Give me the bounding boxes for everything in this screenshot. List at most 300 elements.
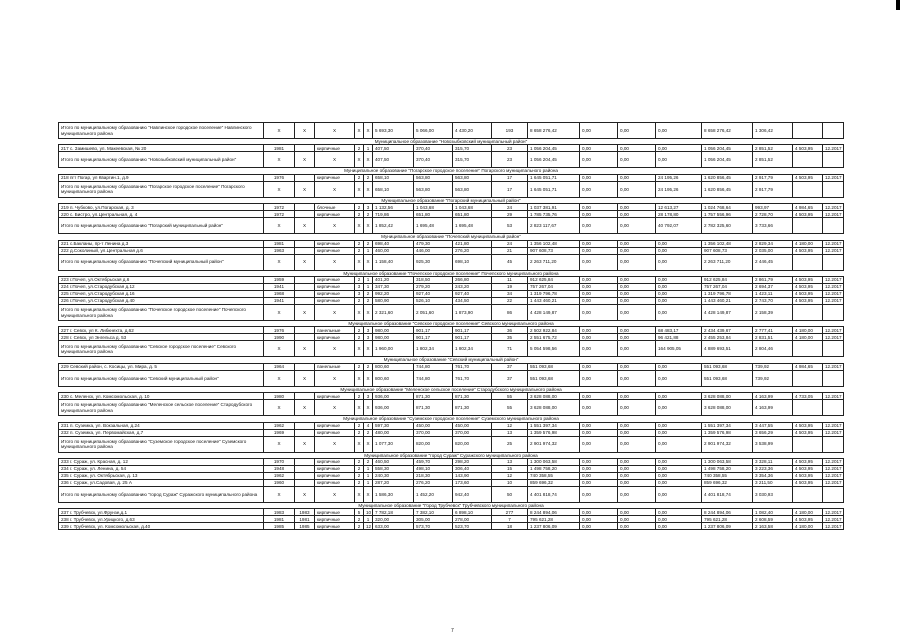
subtotal-label: Итого по муниципальному образованию "Новозыбковский муниципальный район" xyxy=(59,152,264,168)
table-cell: 12.2017 xyxy=(823,429,844,436)
table-cell: 1981 xyxy=(295,516,315,523)
table-cell: 28 178,80 xyxy=(656,211,702,218)
table-cell: X xyxy=(364,123,373,139)
table-cell: 0,00 xyxy=(656,298,702,305)
table-cell: 0,00 xyxy=(656,459,702,466)
table-cell: 4 503,95 xyxy=(793,284,823,291)
table-cell: 4 503,95 xyxy=(793,473,823,480)
table-cell: 744,80 xyxy=(414,370,453,386)
table-cell: 0,00 xyxy=(618,218,656,234)
section-title: Муниципальное образование "Севский муниципальный район" xyxy=(59,357,844,363)
table-cell: 305,00 xyxy=(414,516,453,523)
table-cell: 0,00 xyxy=(618,247,656,254)
table-cell: 2 xyxy=(355,277,364,284)
table-cell: 0,00 xyxy=(656,123,702,139)
table-cell: 1 359 576,98 xyxy=(528,429,580,436)
table-cell: 0,00 xyxy=(656,487,702,503)
table-cell: 3 656,29 xyxy=(753,429,793,436)
table-cell: 0,00 xyxy=(656,422,702,429)
table-cell: 1 852,42 xyxy=(373,218,414,234)
table-cell: 12.2017 xyxy=(823,277,844,284)
table-cell: 434,50 xyxy=(453,298,492,305)
table-cell: 0,00 xyxy=(580,523,618,530)
table-cell xyxy=(793,305,823,321)
table-cell: 3 628 088,00 xyxy=(528,400,580,416)
table-cell: 164 905,05 xyxy=(656,341,702,357)
table-cell: 0,00 xyxy=(618,174,656,181)
table-cell: 2 917,79 xyxy=(753,174,793,181)
table-cell: 0,00 xyxy=(580,174,618,181)
table-cell: 4 503,95 xyxy=(793,247,823,254)
table-cell xyxy=(295,429,315,436)
table-cell: X xyxy=(315,341,355,357)
table-cell xyxy=(295,291,315,298)
table-cell: 1972 xyxy=(264,204,295,211)
table-cell: 1972 xyxy=(264,211,295,218)
table-cell: 1970 xyxy=(264,459,295,466)
table-cell: 0,00 xyxy=(618,480,656,487)
table-cell: X xyxy=(295,254,315,270)
table-cell: 744,80 xyxy=(414,363,453,370)
table-cell: 0,00 xyxy=(618,298,656,305)
subtotal-label: Итого по муниципальному образованию "город Сураж" Суражского муниципального района xyxy=(59,487,264,503)
table-cell: X xyxy=(355,123,364,139)
table-cell: 1 551 397,34 xyxy=(528,422,580,429)
table-cell: 11 xyxy=(492,277,528,284)
table-cell: 927,40 xyxy=(453,291,492,298)
table-cell: 1 498 758,20 xyxy=(702,466,753,473)
table-cell: 4 180,00 xyxy=(793,327,823,334)
table-cell: 1 443 460,21 xyxy=(702,298,753,305)
table-cell: 1985 xyxy=(295,523,315,530)
table-cell: 276,20 xyxy=(414,480,453,487)
table-cell: 1981 xyxy=(264,145,295,152)
table-cell: 12.2017 xyxy=(823,204,844,211)
table-cell: 1 498 758,20 xyxy=(528,466,580,473)
table-cell: 0,00 xyxy=(656,473,702,480)
table-cell: 1 620 856,45 xyxy=(702,174,753,181)
table-cell: 1981 xyxy=(264,516,295,523)
table-cell: 907 608,73 xyxy=(702,247,753,254)
table-row xyxy=(59,334,844,341)
table-cell: 4 503,95 xyxy=(793,459,823,466)
table-cell: X xyxy=(315,305,355,321)
table-cell: 0,00 xyxy=(580,466,618,473)
address-cell: 235 г. Сураж, ул. Октябрьская, д. 13 xyxy=(59,473,264,480)
table-cell: 450,00 xyxy=(453,422,492,429)
table-row xyxy=(59,480,844,487)
table-cell: 1 xyxy=(364,277,373,284)
table-cell: 0,00 xyxy=(580,298,618,305)
table-cell: 912 625,84 xyxy=(702,277,753,284)
table-row xyxy=(59,523,844,530)
subtotal-row xyxy=(59,254,844,270)
table-cell: 37 xyxy=(492,370,528,386)
table-cell: 901,17 xyxy=(453,327,492,334)
subtotal-label: Итого по муниципальному образованию "Почепский муниципальный район" xyxy=(59,254,264,270)
subtotal-label: Итого по муниципальному образованию "Погарское городское поселение" Погарского муниципального района xyxy=(59,181,264,197)
table-cell: 4 503,95 xyxy=(793,277,823,284)
table-cell: X xyxy=(315,152,355,168)
table-row xyxy=(59,466,844,473)
table-row xyxy=(59,277,844,284)
table-cell: 912 625,84 xyxy=(528,277,580,284)
address-cell: 220 с. Бистро, ул.Центральная, д. 4 xyxy=(59,211,264,218)
table-cell: 1 158,40 xyxy=(373,254,414,270)
table-cell: 563,80 xyxy=(453,174,492,181)
table-cell: 0,00 xyxy=(618,422,656,429)
table-cell: 0,00 xyxy=(656,480,702,487)
table-cell: 4 503,95 xyxy=(793,516,823,523)
table-row xyxy=(59,145,844,152)
page-number: 7 xyxy=(451,628,454,634)
table-cell: 298,20 xyxy=(453,459,492,466)
table-cell: кирпичные xyxy=(315,393,355,400)
table-cell: кирпичные xyxy=(315,247,355,254)
table-cell: 12.2017 xyxy=(823,516,844,523)
table-cell: 55 xyxy=(492,400,528,416)
table-cell: X xyxy=(355,436,364,452)
table-cell: 3 223,36 xyxy=(753,466,793,473)
table-cell: 0,00 xyxy=(656,152,702,168)
table-cell: 1 873,90 xyxy=(453,305,492,321)
table-cell: 4 733,05 xyxy=(793,393,823,400)
table-cell: 23 xyxy=(492,152,528,168)
table-cell: 0,00 xyxy=(618,254,656,270)
table-cell: X xyxy=(295,400,315,416)
table-cell: 563,80 xyxy=(414,174,453,181)
table-cell: 12.2017 xyxy=(823,145,844,152)
table-cell: 2 xyxy=(355,459,364,466)
table-cell: 315,70 xyxy=(453,145,492,152)
table-cell: 1983 xyxy=(295,509,315,516)
table-cell: 2 035,00 xyxy=(753,247,793,254)
table-cell: 2 xyxy=(355,240,364,247)
table-cell: X xyxy=(264,254,295,270)
table-cell: X xyxy=(355,400,364,416)
address-cell: 217 с. Замишево, ул. Макеевская, № 20 xyxy=(59,145,264,152)
table-cell xyxy=(793,436,823,452)
table-cell: X xyxy=(364,370,373,386)
table-cell: кирпичные xyxy=(315,466,355,473)
subtotal-row xyxy=(59,152,844,168)
table-cell: 3 733,66 xyxy=(753,218,793,234)
table-cell: 1 443 460,21 xyxy=(528,298,580,305)
table-cell: 4 180,00 xyxy=(793,523,823,530)
table-cell: 5 xyxy=(355,509,364,516)
table-cell: 3 xyxy=(364,334,373,341)
table-cell: 1964 xyxy=(264,363,295,370)
table-cell: 50 xyxy=(492,487,528,503)
table-cell: 4 430,20 xyxy=(453,123,492,139)
table-cell: 4 503,95 xyxy=(793,291,823,298)
table-cell: 2 321,60 xyxy=(373,305,414,321)
table-cell: 1 802,34 xyxy=(414,341,453,357)
table-cell: 1963 xyxy=(264,247,295,254)
table-cell: 0,00 xyxy=(656,436,702,452)
table-cell: 3 030,93 xyxy=(753,487,793,503)
table-cell: 401,20 xyxy=(373,277,414,284)
table-cell: 1969 xyxy=(264,429,295,436)
table-cell: 1 132,56 xyxy=(373,204,414,211)
table-cell: 925,30 xyxy=(414,254,453,270)
table-cell: 980,00 xyxy=(373,327,414,334)
table-cell: 498,10 xyxy=(414,466,453,473)
table-cell: 13 xyxy=(492,459,528,466)
table-cell: 21 xyxy=(492,247,528,254)
table-cell: 0,00 xyxy=(580,254,618,270)
table-row xyxy=(59,327,844,334)
table-cell: 992,20 xyxy=(373,291,414,298)
address-cell: 237 г. Трубчевск, ул.Фрунзе,д.1 xyxy=(59,509,264,516)
table-cell: X xyxy=(315,254,355,270)
table-cell: 450,00 xyxy=(414,422,453,429)
table-cell: 597,30 xyxy=(373,422,414,429)
table-cell: 23 xyxy=(492,145,528,152)
table-cell xyxy=(823,436,844,452)
subtotal-row xyxy=(59,218,844,234)
table-cell xyxy=(295,284,315,291)
table-cell: 0,00 xyxy=(618,291,656,298)
table-cell: 0,00 xyxy=(580,363,618,370)
table-cell: 0,00 xyxy=(580,473,618,480)
table-cell: 1 960,00 xyxy=(373,341,414,357)
table-cell: 12.2017 xyxy=(823,247,844,254)
table-cell: 0,00 xyxy=(656,284,702,291)
table-cell: 4 503,95 xyxy=(793,429,823,436)
table-cell: 0,00 xyxy=(656,247,702,254)
table-cell: 193 xyxy=(492,123,528,139)
table-cell: 2 851,52 xyxy=(753,145,793,152)
table-cell: 1948 xyxy=(264,466,295,473)
table-cell xyxy=(295,393,315,400)
table-cell: кирпичные xyxy=(315,298,355,305)
table-cell: 12.2017 xyxy=(823,480,844,487)
table-cell: 24 xyxy=(492,240,528,247)
address-cell: 238 г. Трубчевск, ул.Урицкого, д.63 xyxy=(59,516,264,523)
section-title: Муниципальное образование "Новозыбковский муниципальный район" xyxy=(59,139,844,145)
table-cell: 2 551 675,72 xyxy=(528,334,580,341)
table-cell: 859 696,32 xyxy=(528,480,580,487)
table-cell: 0,00 xyxy=(580,480,618,487)
table-cell: 0,00 xyxy=(618,393,656,400)
table-cell: 4 503,95 xyxy=(793,298,823,305)
address-cell: 223 г.Почеп, ул.Октябрьская д.6 xyxy=(59,277,264,284)
table-cell: 1 056 204,45 xyxy=(528,145,580,152)
table-cell: 0,00 xyxy=(580,123,618,139)
table-cell: 1962 xyxy=(264,422,295,429)
table-cell: X xyxy=(364,400,373,416)
table-cell: X xyxy=(355,181,364,197)
table-cell: 2 917,79 xyxy=(753,181,793,197)
table-cell: X xyxy=(364,181,373,197)
table-cell: 5 066,00 xyxy=(414,123,453,139)
table-cell: 278,00 xyxy=(453,516,492,523)
table-cell: 34 xyxy=(492,291,528,298)
table-cell: 10 xyxy=(364,509,373,516)
table-cell: 8 244 894,06 xyxy=(528,509,580,516)
table-cell: 277 xyxy=(492,509,528,516)
table-cell: 2 xyxy=(355,327,364,334)
section-title: Муниципальное образование "Город Трубчевск" Трубчевского муниципального района xyxy=(59,503,844,509)
table-cell: 0,00 xyxy=(618,509,656,516)
table-cell: 12.2017 xyxy=(823,422,844,429)
table-cell: 761,70 xyxy=(453,370,492,386)
table-cell: 3 628 088,00 xyxy=(702,393,753,400)
address-cell: 224 г.Почеп, ул.Стародубская д.12 xyxy=(59,284,264,291)
table-cell: 318,50 xyxy=(414,277,453,284)
address-cell: 236 г. Сураж, ул.Садовая, д. 25 А xyxy=(59,480,264,487)
table-cell: 12.2017 xyxy=(823,327,844,334)
table-cell: 24 xyxy=(492,204,528,211)
table-cell: 820,00 xyxy=(414,436,453,452)
table-cell: 4 401 818,74 xyxy=(702,487,753,503)
table-cell: 2 xyxy=(355,211,364,218)
table-cell: 2 xyxy=(355,145,364,152)
table-cell: 1 xyxy=(364,466,373,473)
table-cell: 320,00 xyxy=(373,516,414,523)
table-cell: 1 037 381,91 xyxy=(528,204,580,211)
table-cell: 4 503,95 xyxy=(793,422,823,429)
table-cell: X xyxy=(364,152,373,168)
table-cell: 739,92 xyxy=(753,370,793,386)
table-cell: 1 356 102,48 xyxy=(528,240,580,247)
table-cell: кирпичные xyxy=(315,240,355,247)
table-cell: 0,00 xyxy=(580,145,618,152)
section-title: Муниципальное образование "Почепское городское поселение" Почепского муниципального района xyxy=(59,270,844,276)
table-cell: 287,20 xyxy=(373,480,414,487)
table-cell: 1 xyxy=(364,284,373,291)
table-cell: X xyxy=(295,152,315,168)
table-cell: 551 093,68 xyxy=(702,370,753,386)
table-cell: 12.2017 xyxy=(823,466,844,473)
table-cell xyxy=(823,487,844,503)
table-cell: 1 300 063,58 xyxy=(702,459,753,466)
table-cell: 3 xyxy=(355,284,364,291)
table-cell: 2 xyxy=(355,429,364,436)
table-row xyxy=(59,516,844,523)
table-cell: 7 382,10 xyxy=(414,509,453,516)
table-cell xyxy=(793,254,823,270)
table-cell: 0,00 xyxy=(618,145,656,152)
table-cell xyxy=(295,298,315,305)
table-cell xyxy=(295,327,315,334)
table-cell: 24 195,26 xyxy=(656,181,702,197)
table-cell: 1976 xyxy=(264,327,295,334)
address-cell: 225 г.Почеп, ул.Стародубская д.16 xyxy=(59,291,264,298)
table-cell: 0,00 xyxy=(618,466,656,473)
table-cell: 0,00 xyxy=(656,393,702,400)
table-cell: X xyxy=(315,436,355,452)
table-cell: X xyxy=(295,123,315,139)
table-cell: 698,10 xyxy=(453,254,492,270)
table-cell: 1980 xyxy=(264,393,295,400)
table-cell: 800,60 xyxy=(373,363,414,370)
table-cell: 1 645 051,71 xyxy=(528,181,580,197)
table-cell: 2 xyxy=(355,334,364,341)
table-cell: 0,00 xyxy=(656,429,702,436)
table-cell: 4 984,65 xyxy=(793,204,823,211)
table-cell: 719,86 xyxy=(373,211,414,218)
table-cell: 2 xyxy=(364,459,373,466)
table-cell: 1983 xyxy=(264,509,295,516)
table-cell: 2 xyxy=(355,516,364,523)
table-cell: 22 xyxy=(492,298,528,305)
table-row xyxy=(59,291,844,298)
table-cell: 446,00 xyxy=(414,247,453,254)
table-cell: 2 263 711,20 xyxy=(702,254,753,270)
address-cell: 219 п. Чубково, ул.Погарская, д. 3 xyxy=(59,204,264,211)
table-cell: 12.2017 xyxy=(823,393,844,400)
table-cell xyxy=(793,370,823,386)
table-cell: 2 xyxy=(355,363,364,370)
table-cell: 2 851,52 xyxy=(753,152,793,168)
table-cell: 1 551 397,34 xyxy=(702,422,753,429)
table-row xyxy=(59,284,844,291)
table-cell: 901,17 xyxy=(414,327,453,334)
table-cell: 1941 xyxy=(264,298,295,305)
table-cell: 12.2017 xyxy=(823,473,844,480)
address-cell: 230 с. Меленск, ул. Комсомольская, д. 10 xyxy=(59,393,264,400)
table-cell: 421,80 xyxy=(453,240,492,247)
table-cell: кирпичные xyxy=(315,459,355,466)
table-cell: 0,00 xyxy=(656,516,702,523)
table-cell xyxy=(823,218,844,234)
table-cell: 1 359 576,98 xyxy=(702,429,753,436)
table-cell: 1 024 768,64 xyxy=(702,204,753,211)
table-cell: 2 xyxy=(364,429,373,436)
table-cell: 24 195,26 xyxy=(656,174,702,181)
section-title: Муниципальное образование "город Сураж" Суражского муниципального района xyxy=(59,452,844,458)
table-cell: 143,90 xyxy=(453,473,492,480)
table-cell: X xyxy=(355,152,364,168)
subtotal-row xyxy=(59,341,844,357)
table-cell xyxy=(295,247,315,254)
table-row xyxy=(59,204,844,211)
table-cell: 0,00 xyxy=(580,436,618,452)
table-cell: X xyxy=(264,436,295,452)
subtotal-label: Итого по муниципальному образованию "Севское городское поселение" Севского муниципального района xyxy=(59,341,264,357)
table-cell: 2 xyxy=(355,422,364,429)
table-cell: 1962 xyxy=(264,473,295,480)
table-cell: 4 984,65 xyxy=(793,363,823,370)
table-cell: 651,80 xyxy=(453,211,492,218)
table-cell: 563,80 xyxy=(414,181,453,197)
table-cell: 2 743,70 xyxy=(753,298,793,305)
table-cell: 0,00 xyxy=(580,487,618,503)
table-cell: 795 621,28 xyxy=(528,516,580,523)
table-row xyxy=(59,422,844,429)
table-cell: 218,30 xyxy=(414,473,453,480)
table-cell: 2 xyxy=(355,247,364,254)
table-cell: X xyxy=(315,181,355,197)
table-cell: 907 608,73 xyxy=(528,247,580,254)
address-cell: 218 пгт Погар, ул Кваргин.1, д.9 xyxy=(59,174,264,181)
table-cell: 29 xyxy=(492,211,528,218)
table-cell: 315,70 xyxy=(453,152,492,168)
table-cell: X xyxy=(364,487,373,503)
table-cell: X xyxy=(364,341,373,357)
table-cell: 0,00 xyxy=(580,516,618,523)
table-cell xyxy=(823,305,844,321)
table-cell: 2 831,51 xyxy=(753,334,793,341)
address-cell: 228 г. Севск, ул Энгельса д. 53 xyxy=(59,334,264,341)
table-cell: 0,00 xyxy=(618,523,656,530)
table-cell: 993,97 xyxy=(753,204,793,211)
table-cell: 480,00 xyxy=(373,429,414,436)
table-cell: 1976 xyxy=(264,174,295,181)
table-cell: 1 056 204,45 xyxy=(528,152,580,168)
